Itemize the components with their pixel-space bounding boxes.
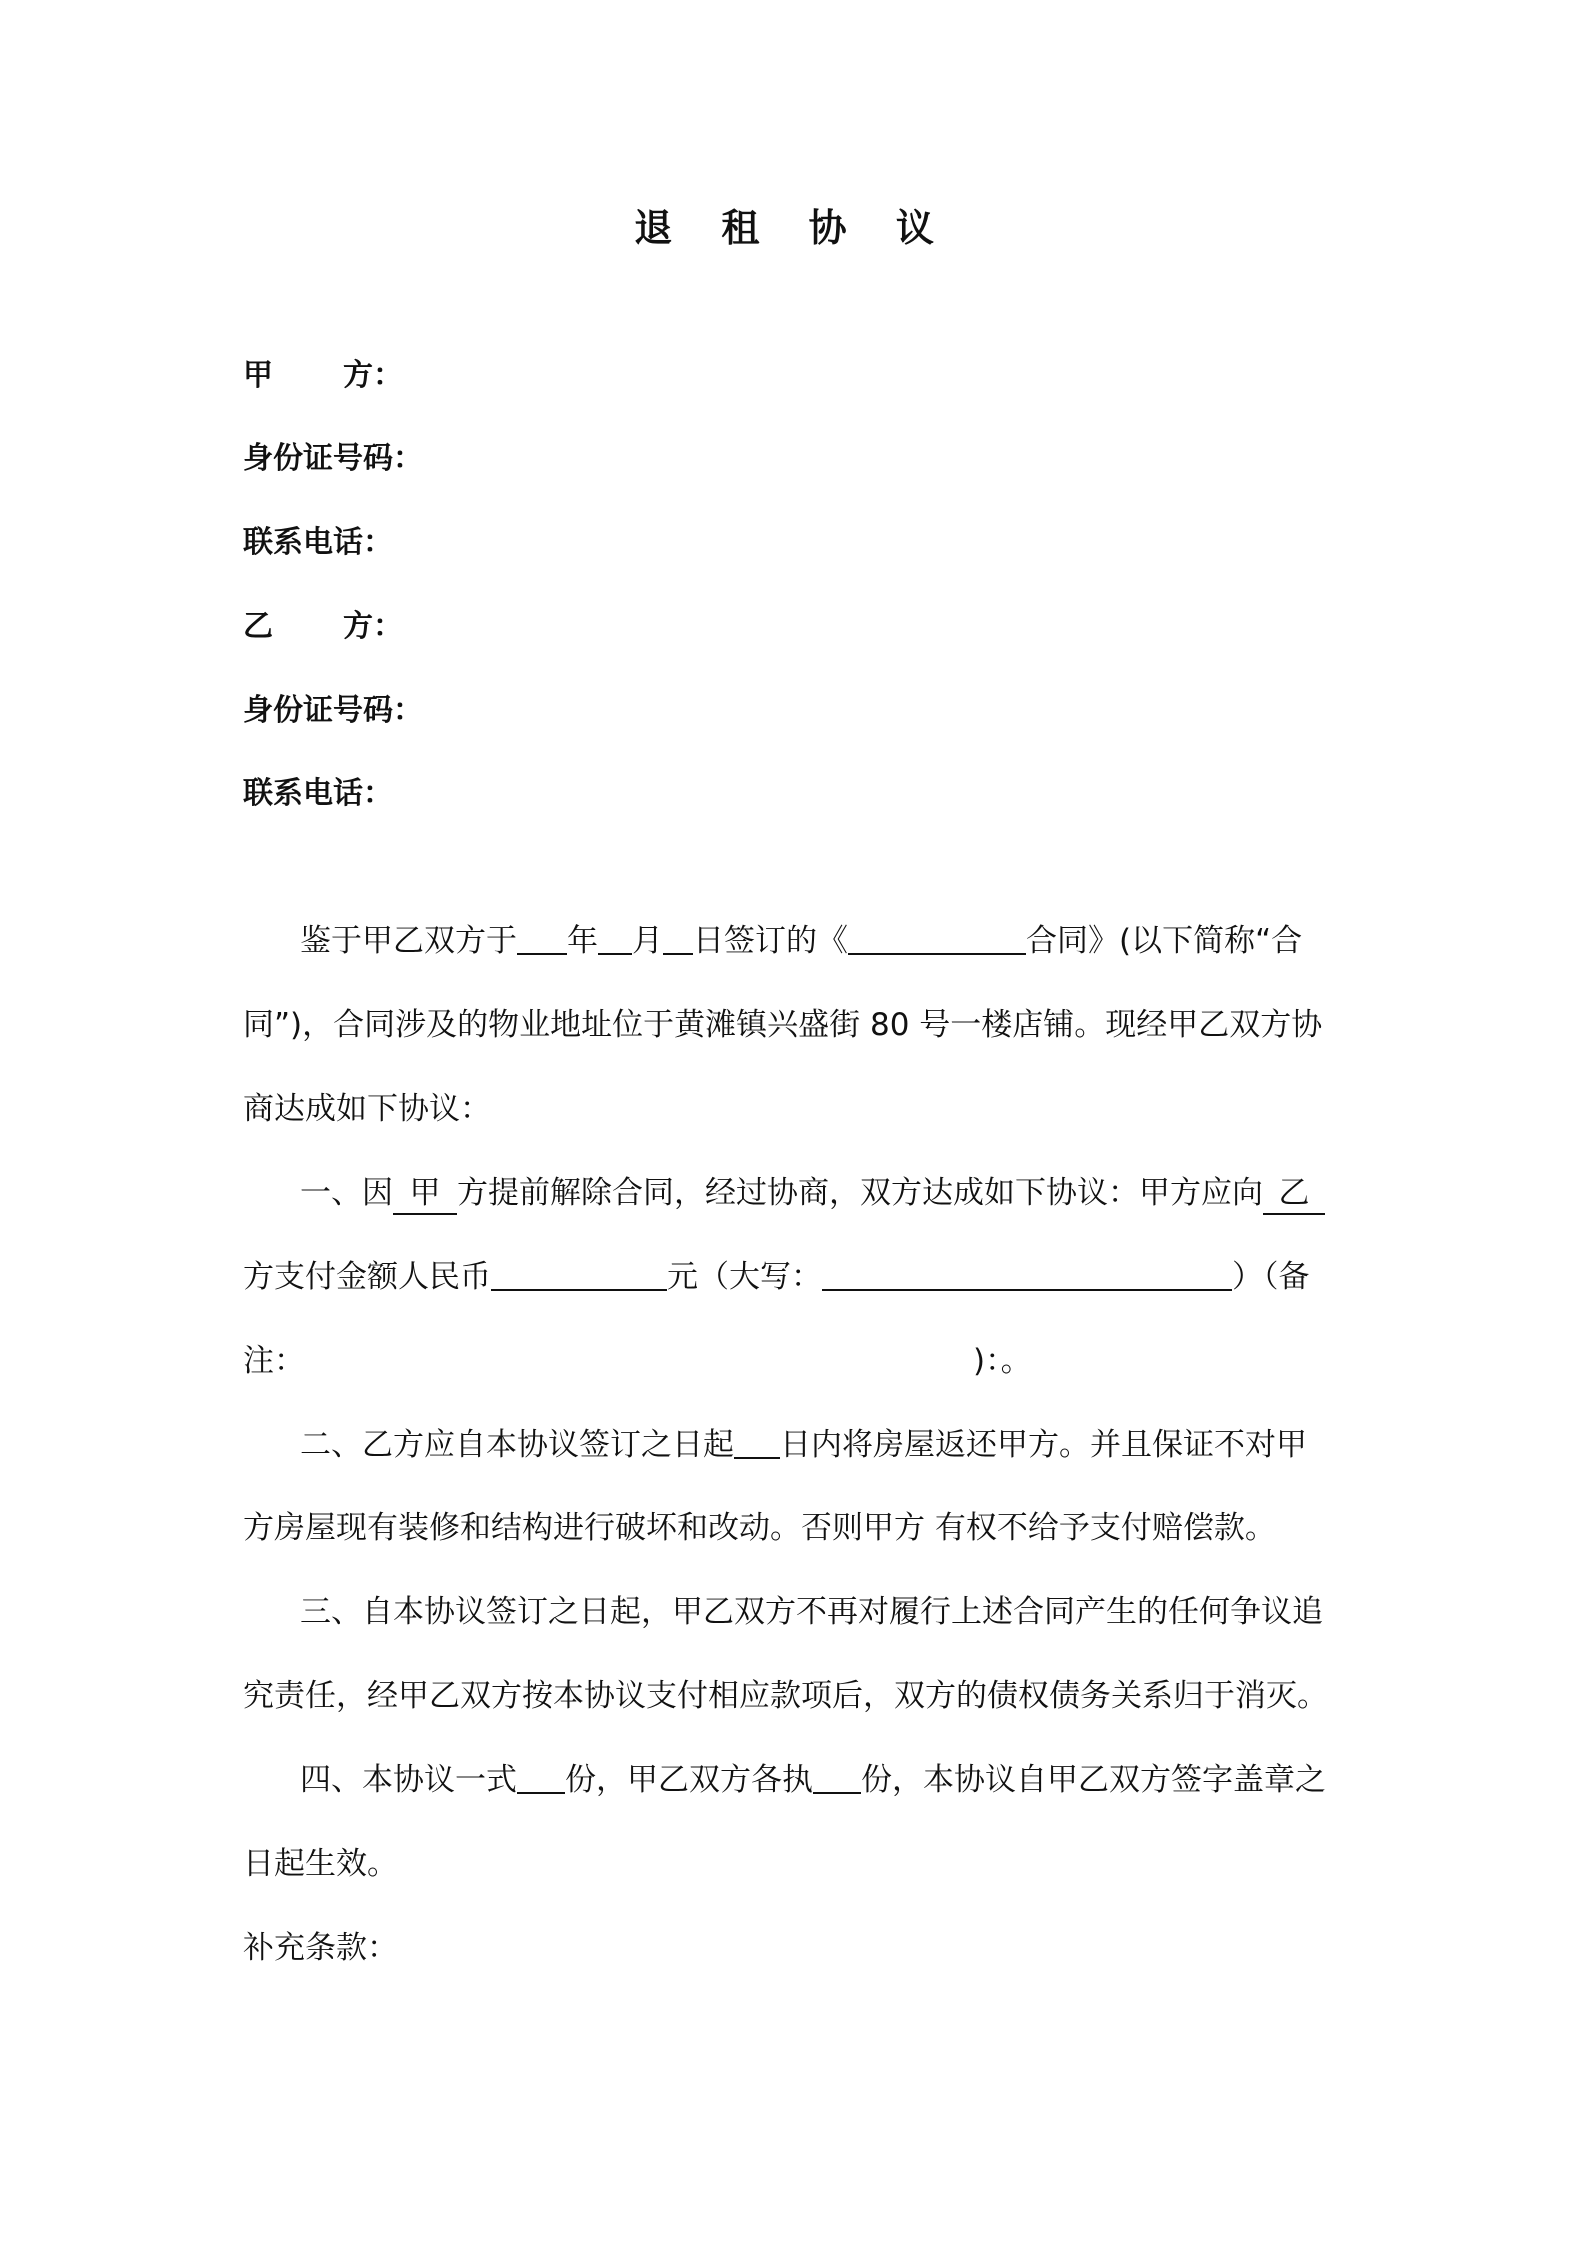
clause-4-line-2: 日起生效。: [243, 1846, 398, 1882]
supplement-label: 补充条款：: [243, 1930, 398, 1966]
clause-2-line-2: 方房屋现有装修和结构进行破坏和改动。否则甲方 有权不给予支付赔偿款。: [243, 1510, 1276, 1546]
party-b-label-suffix: 方：: [343, 609, 403, 644]
party-a-label: 甲: [243, 358, 273, 393]
clause-1-line-1: [300, 1170, 1325, 1216]
copies-total-blank[interactable]: [517, 1758, 565, 1794]
party-a-label-suffix: 方：: [343, 358, 403, 393]
clause-4-line-1: [300, 1757, 1326, 1803]
month-label: 月: [632, 923, 663, 959]
party-b-label: 乙: [243, 609, 273, 644]
payee-party-field[interactable]: 乙: [1263, 1173, 1325, 1215]
preamble-line-1: [300, 918, 1302, 964]
clause-1-text: 一、因: [300, 1175, 393, 1211]
party-a-phone-label: 联系电话：: [243, 525, 393, 560]
clause-4-text: 四、本协议一式: [300, 1762, 517, 1798]
clause-2-text: 日内将房屋返还甲方。并且保证不对甲: [780, 1427, 1307, 1463]
party-b-name-line: [243, 605, 403, 649]
party-a-id-label: 身份证号码：: [243, 441, 423, 476]
party-b-id-label: 身份证号码：: [243, 693, 423, 728]
clause-1-text: 方提前解除合同，经过协商，双方达成如下协议：甲方应向: [457, 1175, 1263, 1211]
party-b-phone-label: 联系电话：: [243, 776, 393, 811]
day-label: 日签订的《: [693, 923, 848, 959]
signing-year-blank[interactable]: [517, 919, 567, 955]
clause-4-text: 份，甲乙双方各执: [565, 1762, 813, 1798]
clause-4-text: 份，本协议自甲乙双方签字盖章之: [861, 1762, 1326, 1798]
clause-1-line-3: [243, 1338, 1032, 1384]
clause-2-line-1: [300, 1422, 1307, 1468]
clause-1-line-2: [243, 1254, 1310, 1300]
contract-ref-text: 合同》(以下简称“合: [1026, 923, 1303, 959]
remark-label: 注：: [243, 1343, 305, 1379]
year-label: 年: [567, 923, 598, 959]
preamble-line-3: 商达成如下协议：: [243, 1091, 491, 1127]
amount-label: 方支付金额人民币: [243, 1259, 491, 1295]
contract-name-blank[interactable]: [848, 919, 1026, 955]
party-a-name-line: [243, 354, 403, 398]
clause-3-line-2: 究责任，经甲乙双方按本协议支付相应款项后，双方的债权债务关系归于消灭。: [243, 1678, 1328, 1714]
preamble-text: 鉴于甲乙双方于: [300, 923, 517, 959]
signing-month-blank[interactable]: [598, 919, 632, 955]
signing-day-blank[interactable]: [663, 919, 693, 955]
clause-2-text: 二、乙方应自本协议签订之日起: [300, 1427, 734, 1463]
party-a-id-line: [243, 437, 423, 481]
preamble-line-2: 同”)，合同涉及的物业地址位于黄滩镇兴盛街 80 号一楼店铺。现经甲乙双方协: [243, 1007, 1323, 1043]
party-a-phone-line: [243, 521, 393, 565]
copies-each-blank[interactable]: [813, 1758, 861, 1794]
return-days-blank[interactable]: [734, 1423, 780, 1459]
amount-words-label: 元（大写：: [667, 1259, 822, 1295]
party-b-id-line: [243, 689, 423, 733]
amount-words-blank[interactable]: [822, 1255, 1232, 1291]
terminating-party-field[interactable]: 甲: [393, 1173, 457, 1215]
party-b-phone-line: [243, 772, 393, 816]
page-title: 退 租 协 议: [634, 206, 952, 250]
remark-open-label: ）（备: [1232, 1259, 1310, 1295]
amount-figures-blank[interactable]: [491, 1255, 667, 1291]
remark-close-label: )：。: [973, 1343, 1032, 1379]
clause-3-line-1: 三、自本协议签订之日起，甲乙双方不再对履行上述合同产生的任何争议追: [300, 1594, 1323, 1630]
